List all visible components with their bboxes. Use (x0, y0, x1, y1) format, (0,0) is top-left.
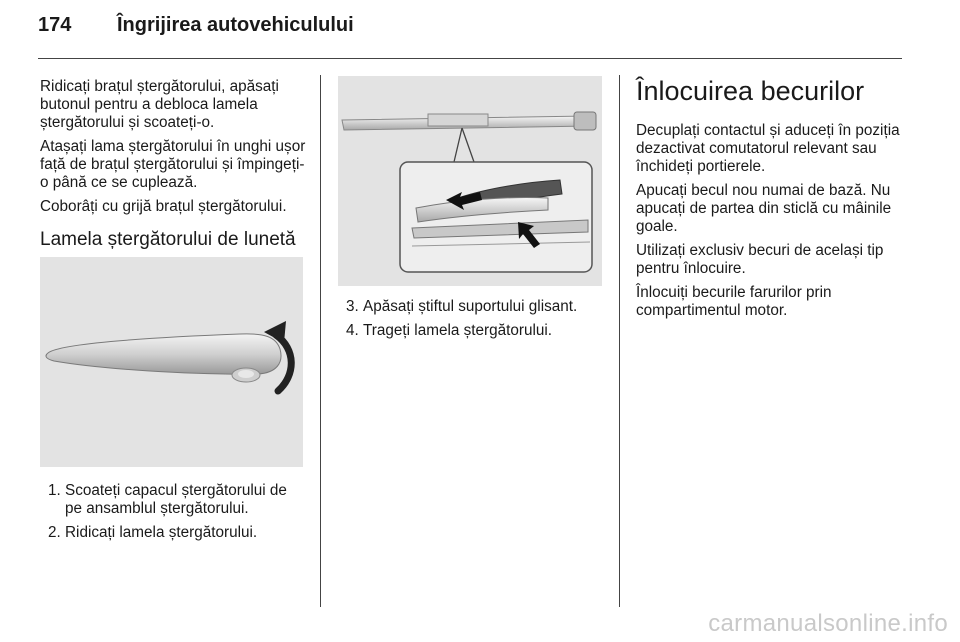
list-item (338, 322, 608, 340)
paragraph: Înlocuiți becurile farurilor prin compartimentul motor. (636, 284, 832, 319)
list-item (338, 298, 608, 316)
page-header-title: Îngrijirea autovehiculului (117, 14, 354, 36)
column-divider-left (320, 75, 321, 607)
header-rule (38, 58, 902, 59)
subheading-rear-wiper: Lamela ștergătorului de lunetă (40, 229, 296, 250)
step-number: 2. (48, 524, 61, 541)
paragraph: Utilizați exclusiv becuri de același tip pentru înlocuire. (636, 242, 884, 277)
section-title-bulb-replacement: Înlocuirea becurilor (636, 76, 865, 106)
wiper-blade-detail-illustration (338, 76, 602, 286)
step-number: 3. (346, 298, 359, 315)
paragraph: Apucați becul nou numai de bază. Nu apucați de partea din sticlă cu mâinile goale. (636, 182, 892, 235)
rear-wiper-arm-illustration (40, 257, 303, 467)
figure-rear-wiper-arm (40, 257, 303, 467)
column-3-bulbs (636, 122, 906, 326)
step-text: Scoateți capacul ștergătorului de pe ansamblul ștergătorului. (65, 482, 287, 517)
list-item (40, 524, 306, 542)
step-number: 1. (48, 482, 61, 499)
page-number: 174 (38, 14, 72, 36)
steps-list-1 (40, 482, 306, 548)
steps-list-2 (338, 298, 608, 346)
step-text: Apăsați știftul suportului glisant. (363, 298, 578, 315)
figure-wiper-blade-detail (338, 76, 602, 286)
step-text: Trageți lamela ștergătorului. (363, 322, 553, 339)
step-text: Ridicați lamela ștergătorului. (65, 524, 258, 541)
step-number: 4. (346, 322, 359, 339)
list-item (40, 482, 306, 518)
paragraph: Ridicați brațul ștergătorului, apăsați butonul pentru a debloca lamela ștergătorului și scoateți-o. (40, 78, 279, 131)
paragraph: Coborâți cu grijă brațul ștergătorului. (40, 198, 287, 215)
paragraph: Atașați lama ștergătorului în unghi ușor față de brațul ștergătorului și împingeți-o până ce se cuplează. (40, 138, 306, 191)
column-divider-right (619, 75, 620, 607)
paragraph: Decuplați contactul și aduceți în poziția dezactivat comutatorul relevant sau închideți portierele. (636, 122, 900, 175)
column-1-intro (40, 78, 312, 222)
watermark: carmanualsonline.info (708, 610, 948, 637)
